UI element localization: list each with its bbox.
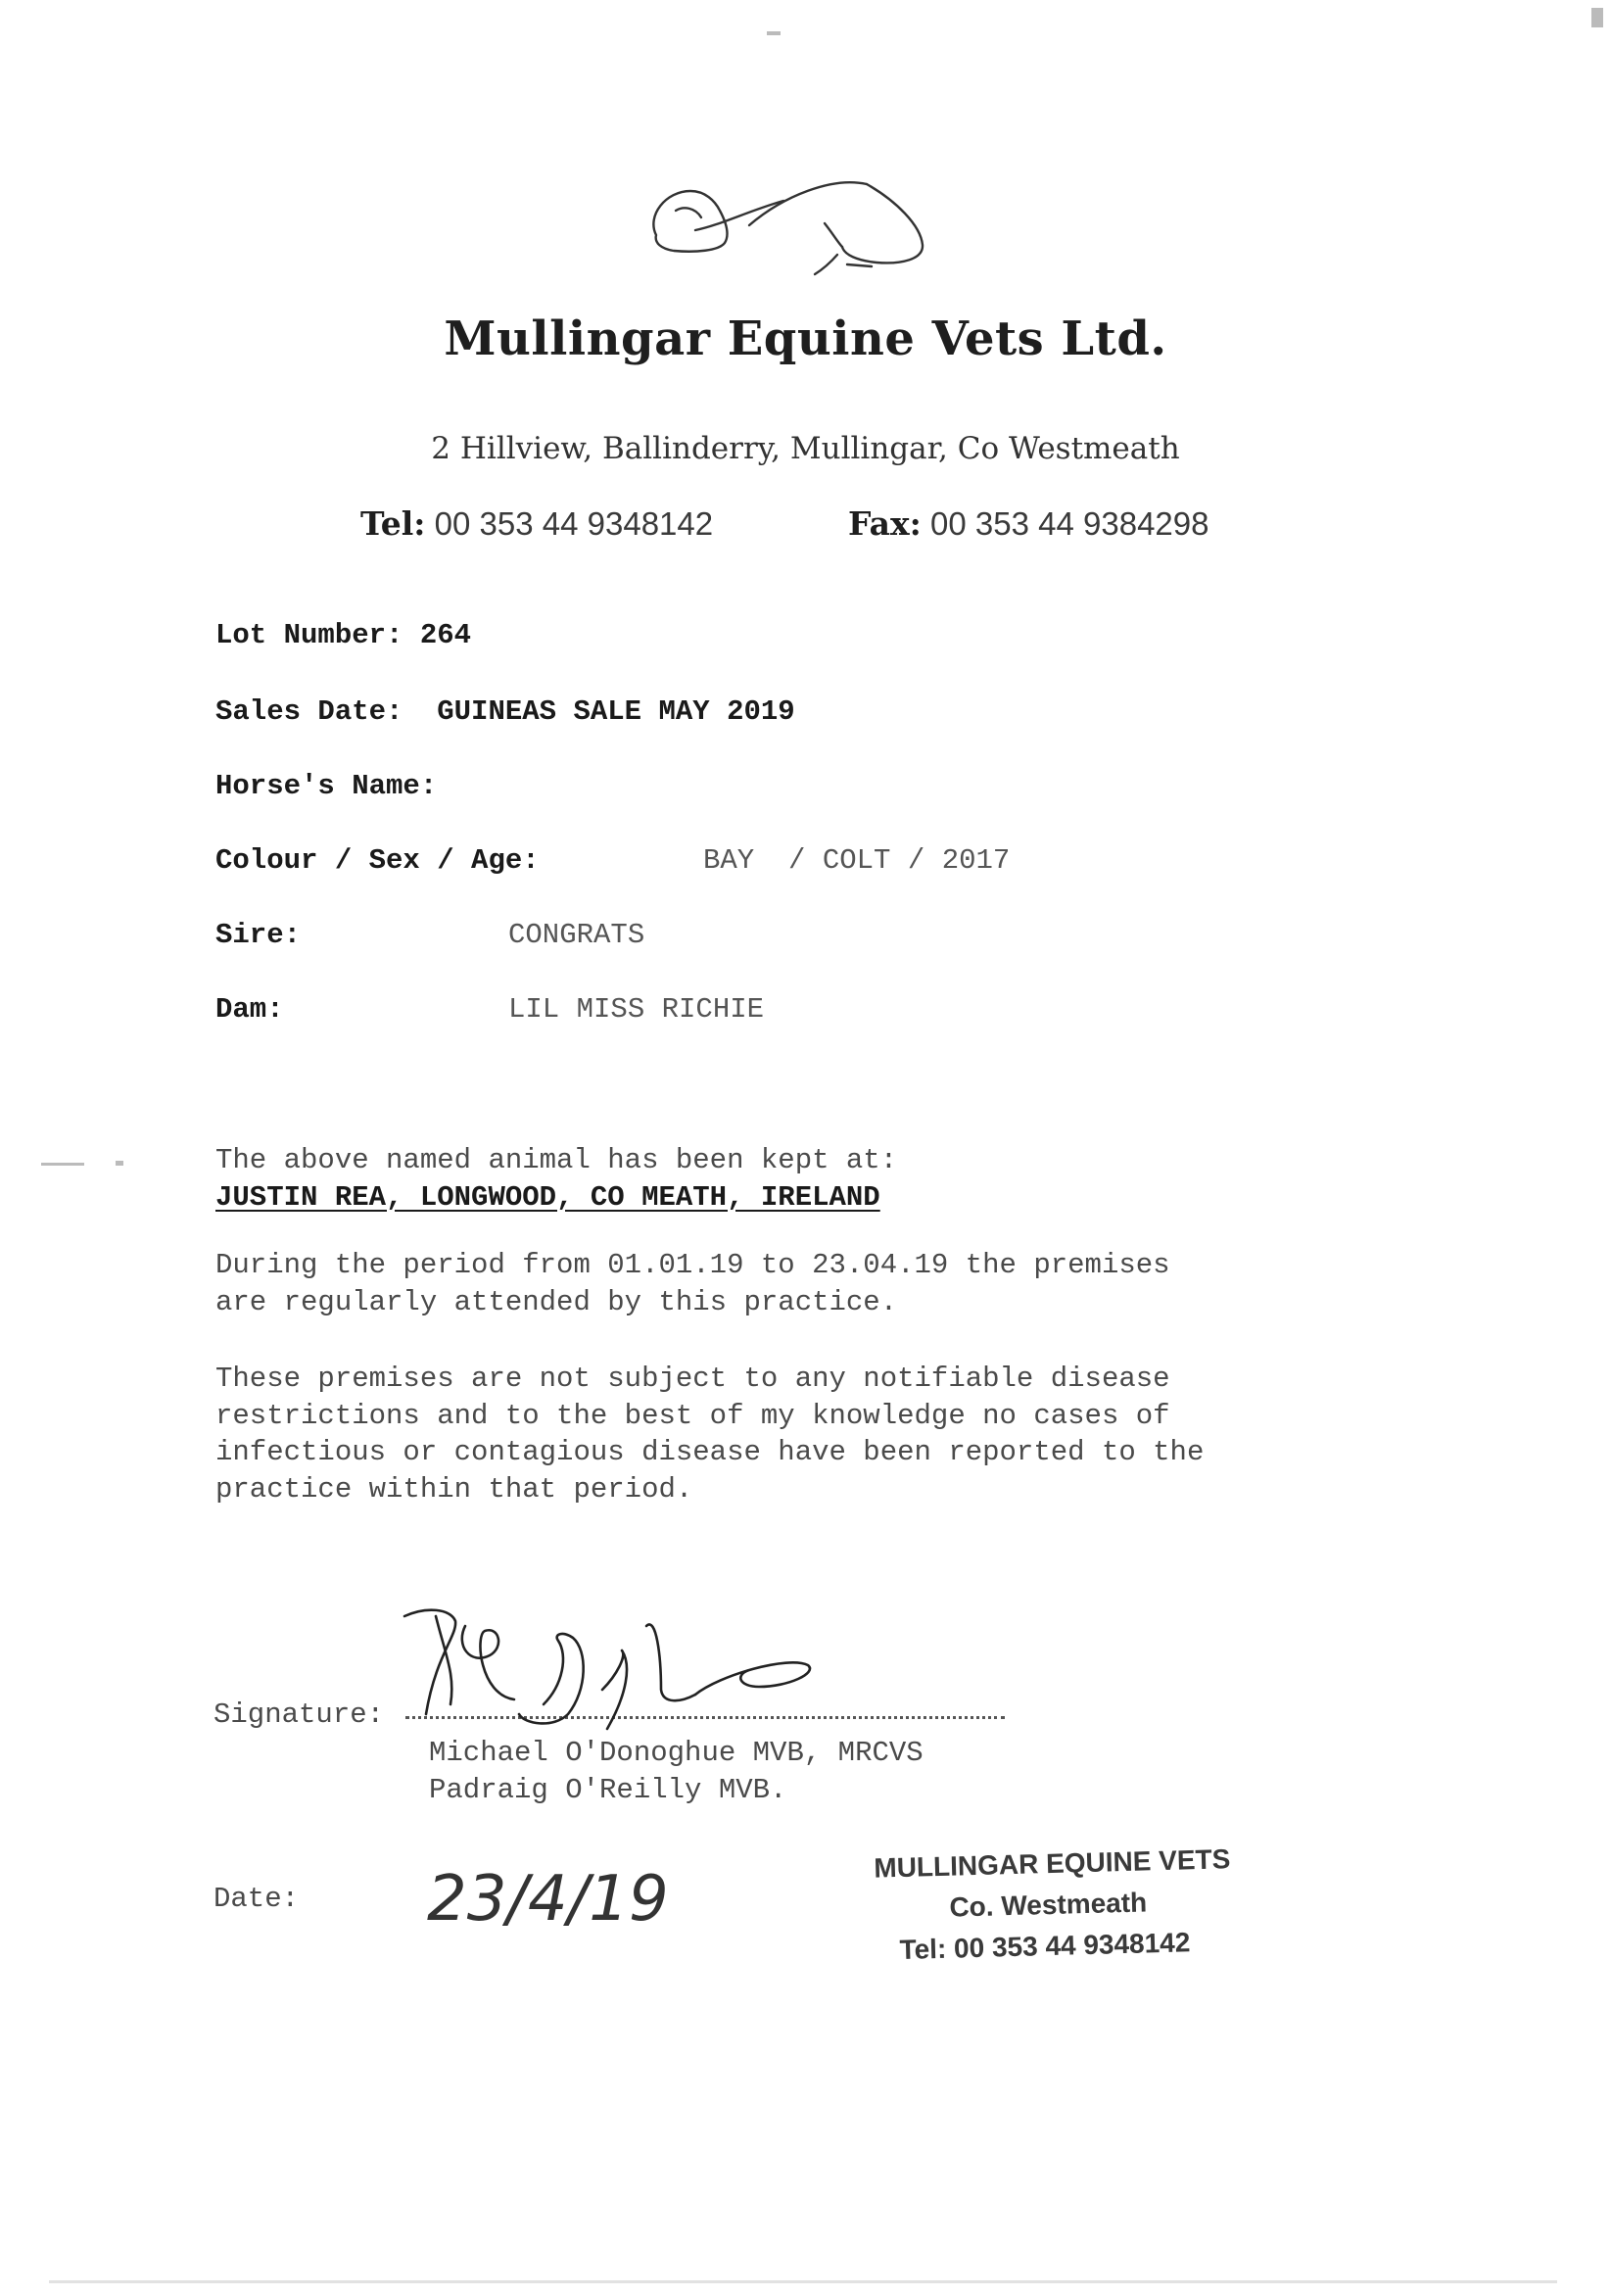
- vet-name: Michael O'Donoghue MVB, MRCVS: [429, 1737, 924, 1769]
- handwritten-date: [421, 1842, 705, 1949]
- scan-speck: [41, 1163, 84, 1166]
- period-paragraph: [215, 1247, 1170, 1320]
- vet-name: Padraig O'Reilly MVB.: [429, 1773, 787, 1806]
- age-value: 2017: [941, 844, 1011, 877]
- scan-speck: [116, 1161, 123, 1166]
- company-address: 2 Hillview, Ballinderry, Mullingar, Co Westmeath: [431, 431, 1180, 466]
- colour-sex-age-row: [215, 844, 540, 877]
- sales-date-row: [215, 695, 795, 728]
- colour-sex-age-values: BAY / COLT / 2017: [703, 844, 1011, 877]
- period-line: are regularly attended by this practice.: [215, 1285, 898, 1318]
- kept-at-text: The above named animal has been kept at:: [215, 1144, 898, 1176]
- dam-value: LIL MISS RICHIE: [508, 993, 765, 1026]
- dam-row: [215, 993, 284, 1026]
- scan-speck: [1591, 8, 1603, 27]
- scan-edge: [49, 2280, 1557, 2283]
- stamp-line: Co. Westmeath: [949, 1887, 1148, 1923]
- horse-name-label: Horse's Name:: [215, 770, 438, 802]
- kept-at-location: JUSTIN REA, LONGWOOD, CO MEATH, IRELAND: [215, 1180, 880, 1214]
- sire-value: CONGRATS: [508, 919, 645, 951]
- fax: [848, 504, 1209, 543]
- tel-label: Tel:: [360, 504, 426, 543]
- tel-value: 00 353 44 9348142: [434, 505, 714, 542]
- fax-label: Fax:: [848, 504, 922, 543]
- stamp-line: MULLINGAR EQUINE VETS: [873, 1843, 1231, 1884]
- vet-names: [429, 1735, 924, 1808]
- lot-number-label: Lot Number:: [215, 619, 403, 651]
- disease-line: practice within that period.: [215, 1472, 693, 1506]
- lot-number-value: 264: [419, 619, 472, 651]
- sales-date-label: Sales Date:: [215, 695, 403, 728]
- sire-row: [215, 919, 301, 951]
- company-name: Mullingar Equine Vets Ltd.: [444, 311, 1167, 366]
- dam-label: Dam:: [215, 993, 284, 1026]
- sales-date-value: GUINEAS SALE MAY 2019: [437, 695, 795, 728]
- lot-number-row: [215, 619, 471, 651]
- date-label: Date:: [213, 1883, 300, 1915]
- kept-at-statement: [215, 1142, 897, 1216]
- sire-label: Sire:: [215, 919, 302, 951]
- signature-handwriting: [397, 1597, 925, 1734]
- period-line: During the period from 01.01.19 to 23.04.19 the premises: [215, 1249, 1170, 1281]
- disease-line: restrictions and to the best of my knowledge no cases of: [215, 1399, 1170, 1432]
- disease-line: These premises are not subject to any notifiable disease: [215, 1363, 1170, 1395]
- disease-paragraph: [215, 1361, 1204, 1507]
- signature-label: Signature:: [213, 1698, 385, 1731]
- horse-name-row: [215, 770, 454, 802]
- fax-value: 00 353 44 9384298: [930, 505, 1209, 542]
- telephone: [360, 504, 713, 543]
- disease-line: infectious or contagious disease have been reported to the: [215, 1436, 1205, 1468]
- stamp-line: Tel: 00 353 44 9348142: [899, 1927, 1191, 1966]
- date-value: 23/4/19: [427, 1863, 669, 1936]
- horse-head-icon: [637, 157, 930, 279]
- colour-sex-age-label: Colour / Sex / Age:: [215, 844, 540, 877]
- colour-value: BAY: [703, 844, 755, 877]
- scan-speck: [767, 31, 781, 35]
- practice-stamp: [862, 1843, 1238, 1990]
- sex-value: COLT: [822, 844, 891, 877]
